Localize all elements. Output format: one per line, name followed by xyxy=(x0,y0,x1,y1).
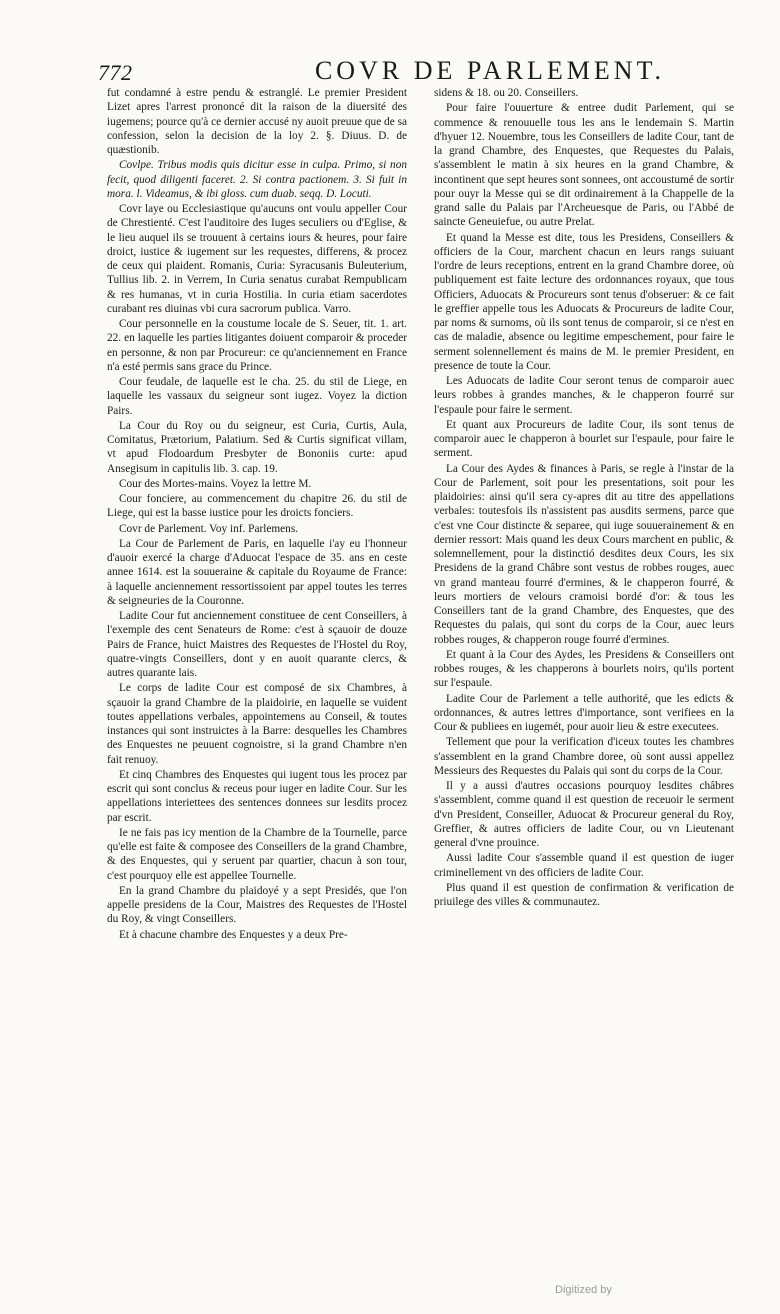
paragraph: Covr de Parlement. Voy inf. Parlemens. xyxy=(119,522,299,535)
paragraph: Ladite Cour de Parlement a telle authorité, que les edicts & ordonnances, & autres lettres d'importance, sont verifiees en la Cour & publiees en iugemét, pour auoir lieu & estre executees. xyxy=(434,692,734,733)
paragraph: Et quand la Messe est dite, tous les Presidens, Conseillers & officiers de la Cour, marchent chacun en leurs rangs suiuant l'ordre de leurs receptions, entrent en la grand Chambre doree, où publiquement est faite lecture des ordonnances royaux, que tous Officiers, Aduocats & Procureurs sont tenus d'obseruer: & ce fait le greffier appelle tous les Aduocats & Procureurs de ladite Cour, par noms & surnoms, où ils sont tenus de comparoir, si ce n'est en cas de maladie, absence ou legitime empeschement, pour faire le serment solennellement és mains de M. le premier President, en presence de toute la Cour. xyxy=(434,231,734,372)
paragraph: La Cour des Aydes & finances à Paris, se regle à l'instar de la Cour de Parlement, soit pour les presentations, soit pour les plaidoiries: ainsi qu'il sera cy-apres dit au titre des appellations verbales: toutesfois ils n'assistent pas ausdits sermens, parce que c'est vne Cour distincte & separee, qui iuge souuerainement & en dernier ressort: Mais quand les deux Cours marchent en public, & solemnellement, pour la distinctió desdites deux Cours, les six Presidens de la grand Châbre sont vestus de robbes rouges, auec vn grand manteau fourré d'ermines, & le chapperon fourré, & leurs mortiers de velours cramoisi bordé d'or: & tous les Conseillers tant de la grand Chambre, des Enquestes, que des Requestes du palais, qui sont du corps de la Cour, auec leurs robbes rouges, & chapperon rouge fourré d'ermines. xyxy=(434,462,734,646)
right-column xyxy=(434,86,734,910)
paragraph: Il y a aussi d'autres occasions pourquoy lesdites châbres s'assemblent, comme quand il est question de receuoir le serment d'vn President, Conseiller, Aduocat & Procureur general du Roy, Greffier, & autres officiers de ladite Cour, ou vn Lieutenant general d'vne prouince. xyxy=(434,780,734,849)
paragraph: Tellement que pour la verification d'iceux toutes les chambres s'assemblent en la grand Chambre doree, où sont aussi appellez Messieurs des Requestes du Palais qui sont du corps de la Cour. xyxy=(434,736,734,777)
paragraph: La Cour du Roy ou du seigneur, est Curia, Curtis, Aula, Comitatus, Prætorium, Palatium. Sed & Curtis significat villam, vt apud Flodoardum Presbyter de Bononiis curte: apud Ansegisum in capitulis lib. 3. cap. 19. xyxy=(107,419,407,475)
paragraph: Ladite Cour fut anciennement constituee de cent Conseillers, à l'exemple des cent Senateurs de Rome: c'est à sçauoir de douze Pairs de France, huict Maistres des Requestes de l'Hostel du Roy, quatre-vingts Conseillers, dont y en auoit quarante clercs, & autres quarante lais. xyxy=(107,610,407,679)
paragraph: Ie ne fais pas icy mention de la Chambre de la Tournelle, parce qu'elle est faite & composee des Conseillers de la grand Chambre, & des Enquestes, qui y seruent par quartier, chacun à son tour, c'est pourquoy elle est appellee Tournelle. xyxy=(107,826,407,882)
digitized-watermark xyxy=(555,1262,755,1302)
paragraph: Cour personnelle en la coustume locale de S. Seuer, tit. 1. art. 22. en laquelle les parties litigantes doiuent comparoir & proceder en personne, & non par Procureur: ce qu'anciennement en France n'a esté permis sans grace du Prince. xyxy=(107,318,407,373)
paragraph: Cour feudale, de laquelle est le cha. 25. du stil de Liege, en laquelle les vassaux du seigneur sont iugez. Voyez la diction Pairs. xyxy=(107,376,407,417)
paragraph: Et quant à la Cour des Aydes, les Presidens & Conseillers ont robbes rouges, & les chapperons à bourlets noirs, qu'ils portent sur l'espaule. xyxy=(434,648,734,690)
paragraph: Cour des Mortes-mains. Voyez la lettre M. xyxy=(119,477,312,490)
paragraph: Et quant aux Procureurs de ladite Cour, ils sont tenus de comparoir auec le chapperon à bourlet sur l'espaule, pour faire le serment. xyxy=(434,418,734,460)
paragraph: Pour faire l'ouuerture & entree dudit Parlement, qui se commence & renouuelle tous les ans le lendemain S. Martin d'hyuer 12. Nouembre, tous les Conseillers de ladite Cour, tant de la grand Chambre, des Enquestes, que Requestes du Palais, s'assemblent le matin à six heures en la grand Chambre, & incontinent que sept heures sont sonnees, ont accoustumé de sortir pour ouyr la Messe qui se dit ordinairement à la Chappelle de la grand salle du Palais par l'Archeuesque de Paris, ou l'Abbé de saincte Geneuiefue, ou autre Prelat. xyxy=(434,102,734,229)
page-number: 772 xyxy=(98,60,133,85)
paragraph: Covr laye ou Ecclesiastique qu'aucuns ont voulu appeller Cour de Chrestienté. C'est l'auditoire des Iuges seculiers ou d'Eglise, & le lieu auquel ils se trouuent à certains iours & heures, pour faire droict, iustice & iugement sur les requestes, differens, & procez de ceux qui plaident. Romanis, Curia: Syracusanis Buleuterium, Tullius lib. 2. in Verrem, In Curia senatus curabat Rempublicam & res humanas, vt in curia Hostilia. In curia etiam sacerdotes curabant res diuinas vbi cura sacrorum publica. Varro. xyxy=(107,203,407,315)
paragraph: Les Aduocats de ladite Cour seront tenus de comparoir auec leurs robbes à grandes manches, & le chapperon fourré sur l'espaule pour faire le serment. xyxy=(434,375,734,416)
paragraph: Cour fonciere, au commencement du chapitre 26. du stil de Liege, qui est la basse iustice pour les droicts fonciers. xyxy=(107,493,407,520)
running-title: COVR DE PARLEMENT. xyxy=(314,56,666,85)
left-column xyxy=(107,86,407,943)
paragraph: Aussi ladite Cour s'assemble quand il est question de iuger criminellement vn des officiers de ladite Cour. xyxy=(434,852,734,879)
paragraph: La Cour de Parlement de Paris, en laquelle i'ay eu l'honneur d'auoir exercé la charge d'Aduocat l'espace de 35. ans en ceste annee 1614. est la souueraine & capitale du Royaume de France: à laquelle anciennement ressortissoient par appel toutes les terres & seigneuries de la Couronne. xyxy=(107,537,407,607)
paragraph: Plus quand il est question de confirmation & verification de priuilege des villes & communautez. xyxy=(434,881,734,908)
paragraph: Le corps de ladite Cour est composé de six Chambres, à sçauoir la grand Chambre de la plaidoirie, en laquelle se vuident toutes appellations verbales, appointemens au Conseil, & toutes instances qui sont instruictes à la Barre: desquelles les Chambres des Enquestes ne peuuent cognoistre, si la grand Chambre n'en fait renuoy. xyxy=(107,682,407,766)
paragraph: Covlpe. Tribus modis quis dicitur esse in culpa. Primo, si non fecit, quod diligenti faceret. 2. Si contra pactionem. 3. Si fuit in mora. l. Videamus, & ibi gloss. cum duab. seqq. D. Locuti. xyxy=(107,159,407,200)
paragraph: fut condamné à estre pendu & estranglé. Le premier President Lizet apres l'arrest prononcé dit la raison de la diuersité des iugemens; pource qu'à ce dernier accusé ny auoit preuue que de sa confession, selon la decision de la loy 2. §. Diuus. D. de quæstionib. xyxy=(107,87,407,156)
paragraph: En la grand Chambre du plaidoyé y a sept Presidés, que l'on appelle presidens de la Cour, Maistres des Requestes de l'Hostel du Roy, & vingt Conseillers. xyxy=(107,884,407,926)
digitized-by-label: Digitized by xyxy=(555,1284,612,1296)
paragraph: Et à chacune chambre des Enquestes y a deux Pre- xyxy=(119,928,348,941)
paragraph: Et cinq Chambres des Enquestes qui iugent tous les procez par escrit qui sont conclus & receus pour iuger en ladite Cour. Sur les appellations interiettees des sentences donnees sur lesdits procez par escrit. xyxy=(107,768,407,824)
paragraph: sidens & 18. ou 20. Conseillers. xyxy=(434,87,579,99)
